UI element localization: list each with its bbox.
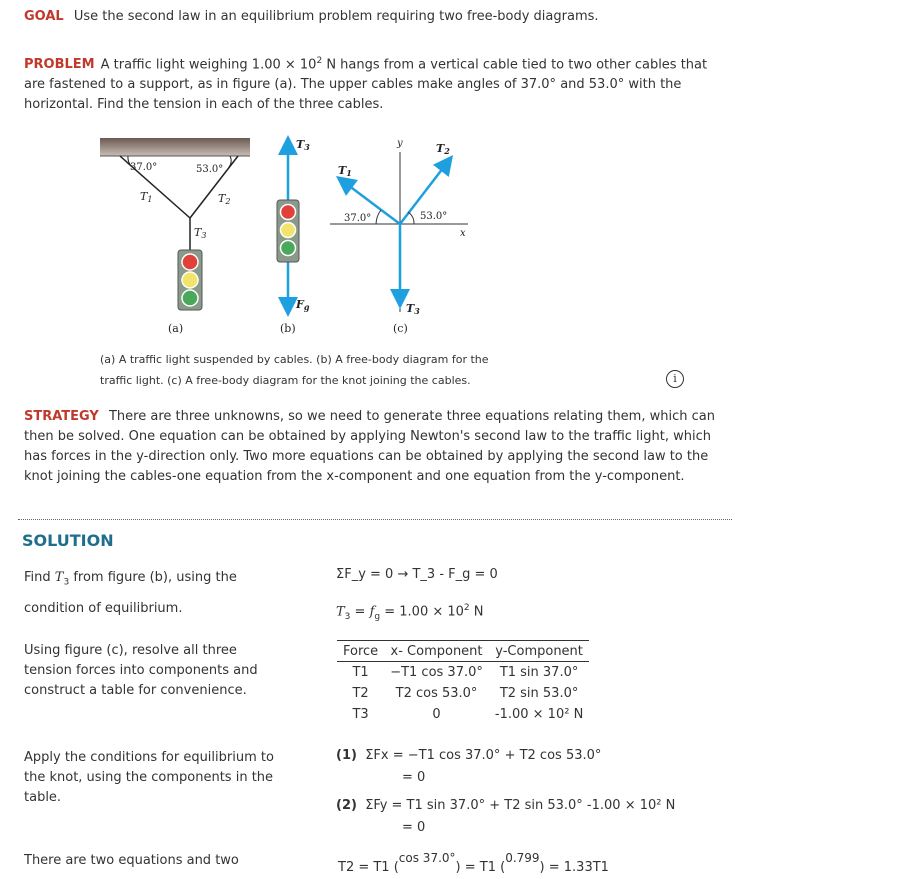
problem-text-b: N hangs from a vertical cable tied to two other cables that are fastened to a support, as in figure (a). The upper cables make angles of 37.0° and 53.0° with the horizontal. Find the tension in each of the three cables. bbox=[24, 57, 708, 113]
info-icon[interactable]: i bbox=[666, 370, 684, 388]
fig-a-angle-right: 53.0° bbox=[196, 164, 224, 175]
table-header-x: x- Component bbox=[384, 641, 489, 662]
step3-eq1: (1) ΣFx = −T1 cos 37.0° + T2 cos 53.0° bbox=[336, 748, 602, 763]
fig-c-y-label: y bbox=[397, 138, 403, 149]
fig-a-panel-label: (a) bbox=[168, 322, 184, 335]
goal-text: Use the second law in an equilibrium problem requiring two free-body diagrams. bbox=[73, 9, 599, 24]
fig-b-panel-label: (b) bbox=[280, 322, 296, 335]
ceiling-support bbox=[100, 138, 250, 156]
step1-text: Find $T_3$ from figure (b), using the condition of equilibrium. bbox=[24, 570, 237, 616]
step1-eq2: $T_3 = f_g = 1.00 \times 10^2$ N bbox=[336, 603, 484, 622]
fig-c-angle-left: 37.0° bbox=[344, 213, 372, 224]
fig-c-t1: T1 bbox=[338, 164, 352, 178]
solution-title: SOLUTION bbox=[22, 531, 114, 550]
traffic-light-b bbox=[277, 200, 299, 262]
step3-eq1-cont: = 0 bbox=[402, 770, 426, 785]
caption-line-2: traffic light. (c) A free-body diagram for the knot joining the cables. bbox=[100, 374, 471, 387]
strategy-label: STRATEGY bbox=[24, 409, 99, 424]
components-table bbox=[337, 640, 589, 725]
figure-caption bbox=[100, 349, 520, 391]
step3-eq2-cont: = 0 bbox=[402, 820, 426, 835]
step2-text: Using figure (c), resolve all three tension forces into components and construct a table for convenience. bbox=[24, 643, 258, 698]
fig-b-t3: T3 bbox=[296, 138, 310, 152]
fig-a-t3: T3 bbox=[194, 226, 207, 240]
strategy-text: There are three unknowns, so we need to generate three equations relating them, which can then be solved. One equation can be obtained by applying Newton's second law to the traffic light, which has forces in the y-direction only. Two more equations can be obtained by applying the second law to the knot joining the cables-one equation from the x-component and one equation from the y-component. bbox=[24, 409, 715, 484]
fig-b-fg: Fg bbox=[296, 298, 310, 312]
caption-line-1: (a) A traffic light suspended by cables. (b) A free-body diagram for the bbox=[100, 353, 489, 366]
table-header-y: y-Component bbox=[489, 641, 589, 662]
fig-a-t2: T2 bbox=[218, 192, 231, 206]
table-row: T3 0 -1.00 × 10² N bbox=[352, 707, 584, 722]
step4-text: There are two equations and two bbox=[24, 853, 239, 868]
table-row: T1 −T1 cos 37.0° T1 sin 37.0° bbox=[352, 665, 579, 680]
fig-c-t3: T3 bbox=[406, 302, 420, 316]
fig-a-t1: T1 bbox=[140, 190, 153, 204]
table-header-force: Force bbox=[337, 641, 384, 662]
section-divider bbox=[18, 519, 732, 520]
traffic-light-a bbox=[178, 250, 202, 310]
fig-c-angle-right: 53.0° bbox=[420, 211, 448, 222]
table-row: T2 T2 cos 53.0° T2 sin 53.0° bbox=[352, 686, 579, 701]
problem-text-a: A traffic light weighing 1.00 × 10 bbox=[100, 57, 317, 73]
free-body-figure bbox=[0, 132, 921, 347]
step4-eq: T2 = T1 (cos 37.0°) = T1 (0.799) = 1.33T1 bbox=[338, 851, 609, 875]
strategy-paragraph bbox=[24, 407, 719, 487]
problem-paragraph bbox=[24, 51, 724, 115]
step1-eq1: ΣF_y = 0 → T_3 - F_g = 0 bbox=[336, 567, 498, 582]
fig-c-t2: T2 bbox=[436, 142, 450, 156]
goal-paragraph bbox=[24, 7, 724, 27]
step3-eq2: (2) ΣFy = T1 sin 37.0° + T2 sin 53.0° -1.00 × 10² N bbox=[336, 798, 676, 813]
fig-c-panel-label: (c) bbox=[393, 322, 408, 335]
step3-text: Apply the conditions for equilibrium to the knot, using the components in the table. bbox=[24, 750, 274, 805]
fig-c-x-label: x bbox=[460, 228, 466, 239]
problem-text-exp: 2 bbox=[316, 56, 323, 66]
problem-label: PROBLEM bbox=[24, 57, 95, 73]
goal-label: GOAL bbox=[24, 9, 64, 24]
fig-a-angle-left: 37.0° bbox=[130, 162, 158, 173]
